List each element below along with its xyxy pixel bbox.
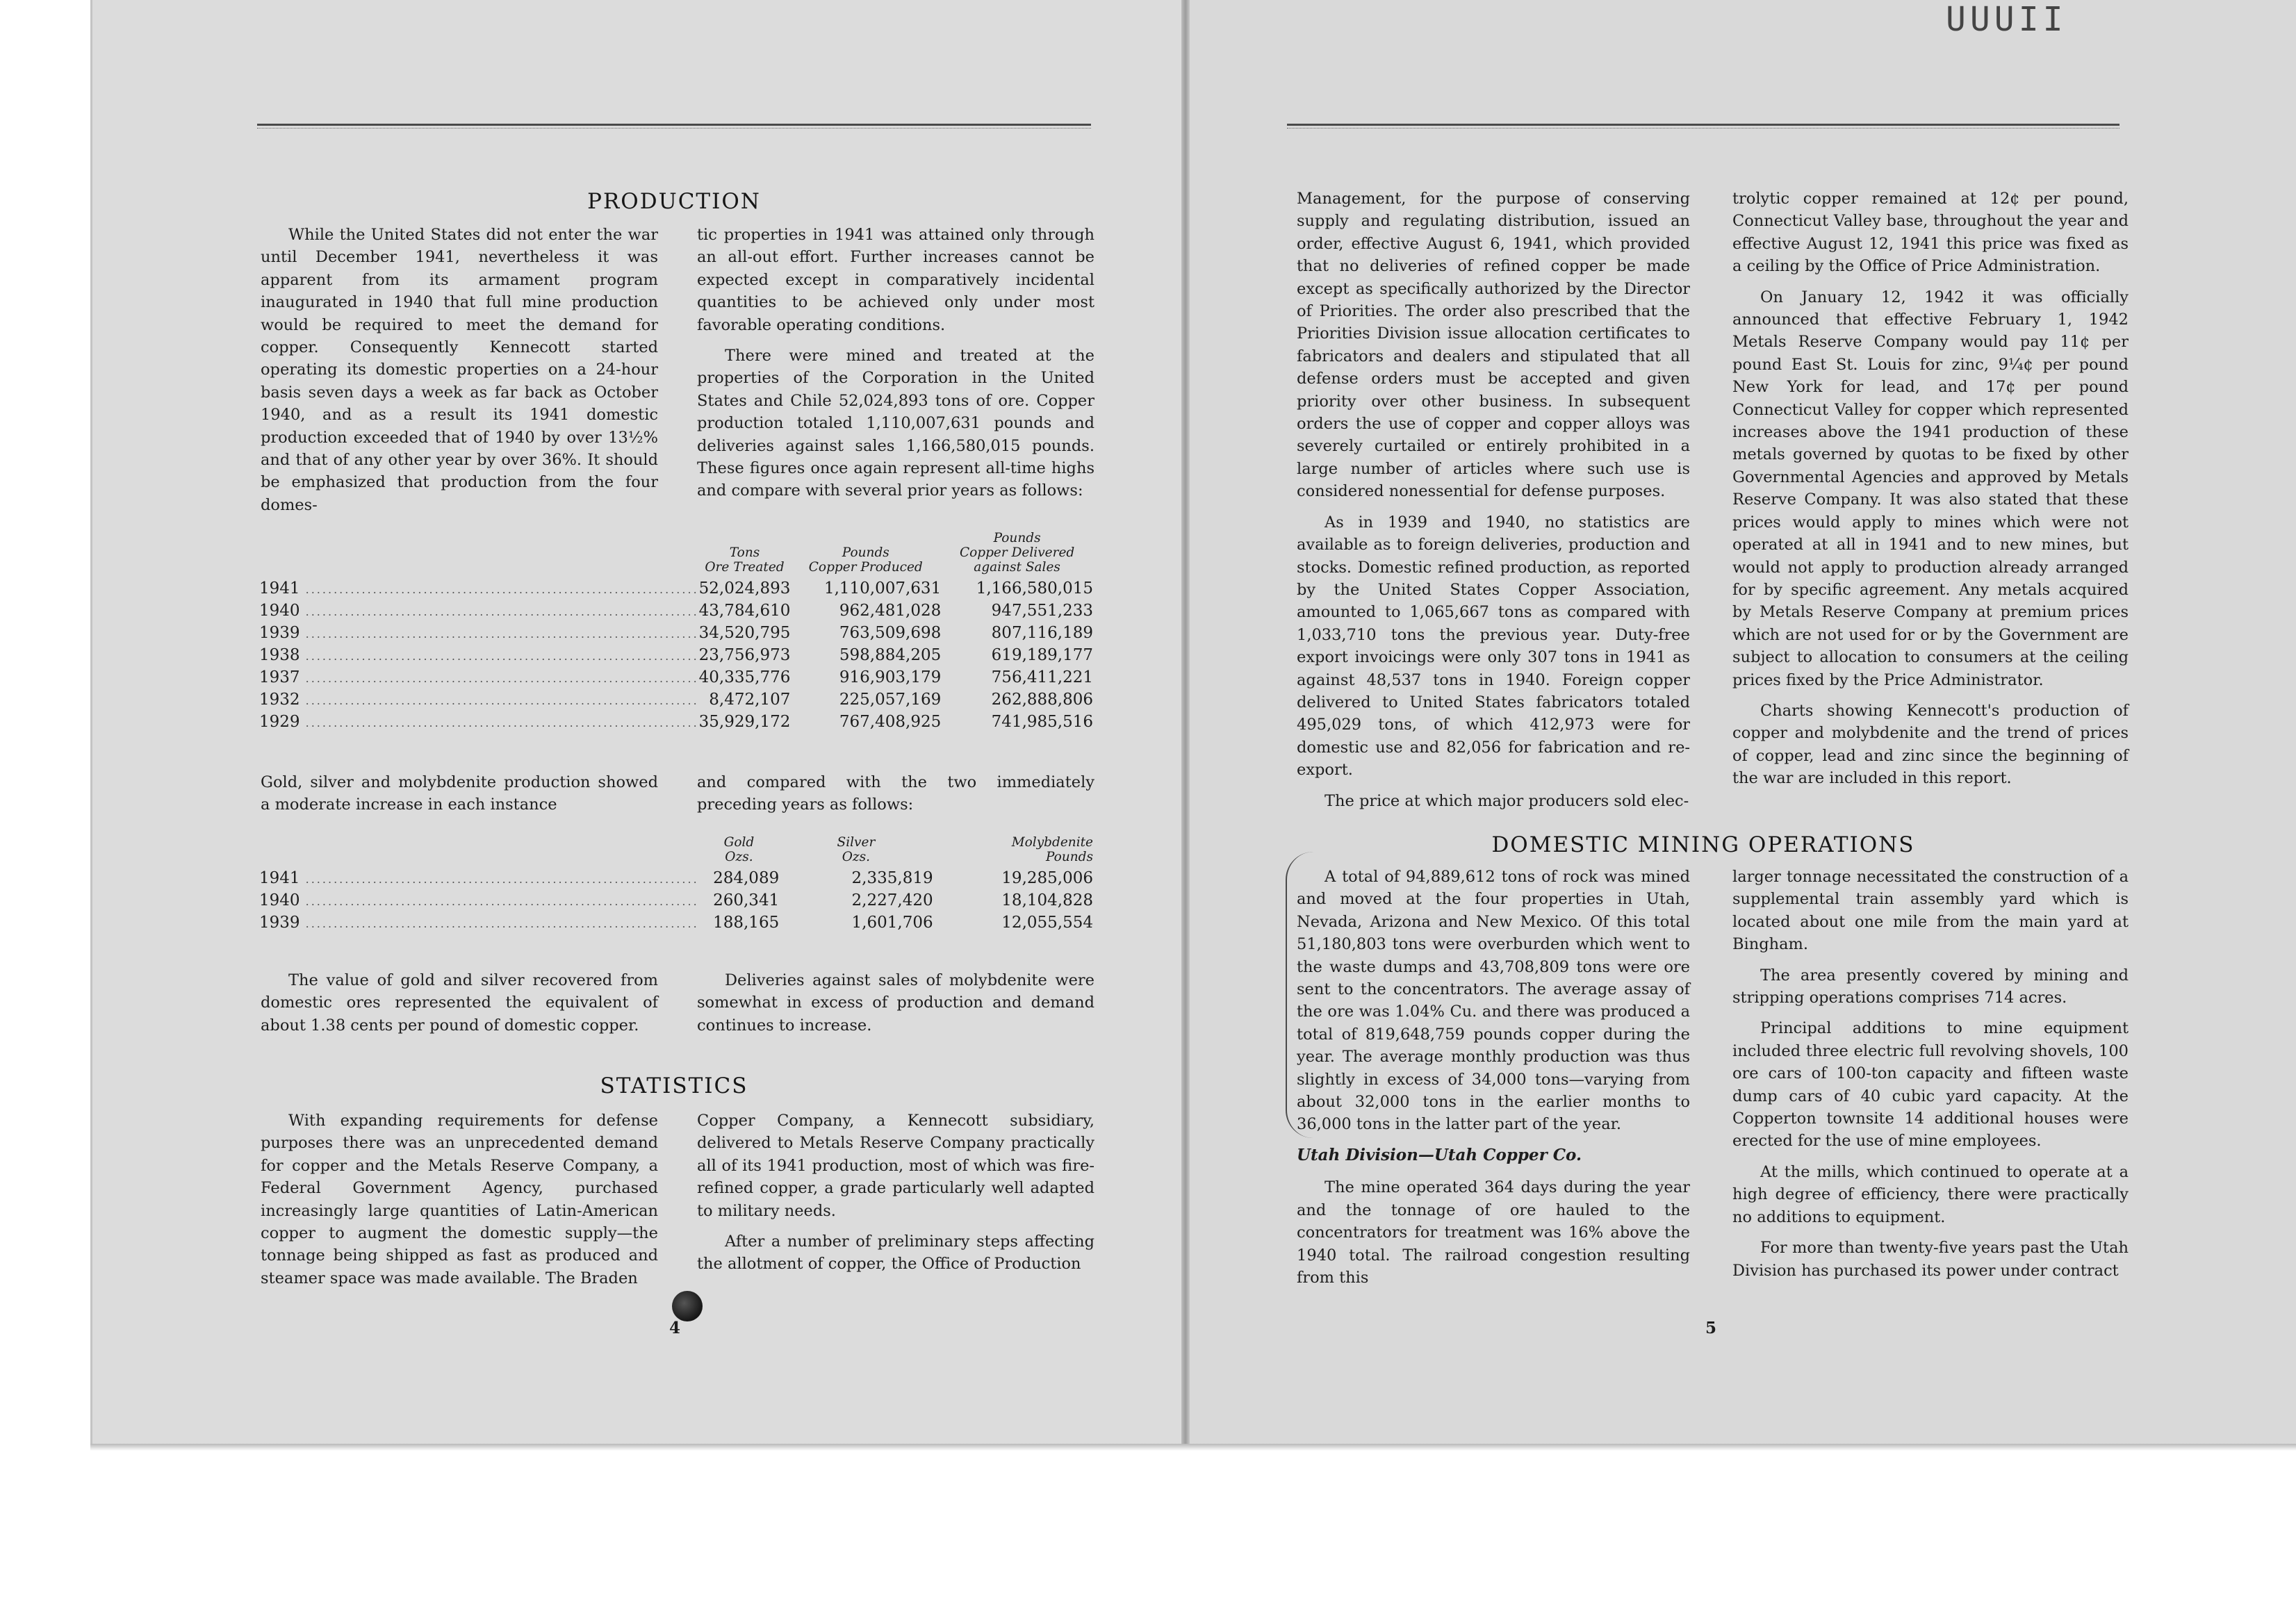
row-year-label: 1939: [259, 624, 300, 642]
row-year: [259, 577, 699, 600]
gold-para-left-text: Gold, silver and molybdenite production showed a moderate increase in each instance: [261, 773, 658, 814]
value-para-left: [261, 969, 658, 1045]
right-col1-para-3: The price at which major producers sold elec-: [1325, 791, 1689, 810]
value-para-right-text: Deliveries against sales of molybdenite were somewhat in excess of production and demand continues to increase.: [697, 971, 1094, 1035]
statistics-col-1: [261, 1110, 658, 1298]
row-year: [259, 666, 699, 689]
binding-hole: [672, 1291, 703, 1321]
cell-ore: 8,472,107: [709, 691, 791, 709]
metals-table: [259, 835, 1093, 934]
row-year-label: 1929: [259, 713, 300, 731]
cell-delivered: 947,551,233: [991, 602, 1093, 620]
cell-moly: 12,055,554: [1001, 914, 1093, 932]
cell-delivered: 807,116,189: [991, 624, 1093, 642]
gold-para-right: [697, 771, 1094, 825]
cell-produced: 225,057,169: [839, 691, 942, 709]
row-year: [259, 912, 699, 934]
cell-ore: 23,756,973: [698, 646, 791, 664]
row-year: [259, 600, 699, 622]
leader-dots: ......................................................................: [300, 917, 699, 930]
table-row: [259, 600, 1093, 622]
row-year-label: 1940: [259, 891, 300, 909]
right-col1-para-2: As in 1939 and 1940, no statistics are available as to foreign deliveries, production and stocks. Domestic refined production, as reported by the United States Copper Association, amounted to 1,065,667 tons as compared with 1,033,710 tons the previous year. Duty-free export invoicings were only 307 tons in 1941 as against 48,537 tons in 1940. Foreign copper delivered to United States fabricators totaled 495,029 tons, of which 412,973 were for domestic use and 82,056 for fabrication and re-export.: [1297, 513, 1690, 780]
leader-dots: ......................................................................: [300, 873, 699, 886]
table-row: [259, 644, 1093, 666]
production-col-2: [697, 224, 1094, 511]
col-header-gold: Gold Ozs.: [723, 835, 755, 864]
cell-produced: 962,481,028: [839, 602, 942, 620]
domestic-col-1: [1297, 866, 1690, 1297]
left-top-rule: [257, 124, 1091, 126]
domestic-col-2: [1732, 866, 2129, 1290]
domestic-col2-para-2: The area presently covered by mining and stripping operations comprises 714 acres.: [1732, 966, 2129, 1007]
cell-delivered: 262,888,806: [991, 691, 1093, 709]
right-col-2: [1732, 188, 2129, 798]
cell-moly: 18,104,828: [1001, 891, 1093, 909]
right-col2-para-3: Charts showing Kennecott's production of copper and molybdenite and the trend of prices of copper, lead and zinc since the beginning of the war are included in this report.: [1732, 701, 2129, 788]
right-top-rule: [1287, 124, 2119, 126]
cell-ore: 40,335,776: [698, 668, 791, 686]
right-col2-para-2: On January 12, 1942 it was officially announced that effective February 1, 1942 Metals Reserve Company would pay 11¢ per pound East St. Louis for zinc, 9¼¢ per pound New York for lead, and 17¢ per pound Connecticut Valley for copper which represented increases above the 1941 production of these metals governed by quotas to be fixed by other Governmental Agencies and approved by Metals Reserve Company. It was also stated that these prices would apply to mines which were not operated at all in 1941 and to new mines, but would not apply to production already arranged for by specific agreement. Any metals acquired by Metals Reserve Company at premium prices which are not used for or by the Government are subject to allocation to consumers at the ceiling prices fixed by the Price Administrator.: [1732, 288, 2129, 689]
value-para-left-text: The value of gold and silver recovered from domestic ores represented the equivalent of about 1.38 cents per pound of domestic copper.: [261, 971, 658, 1035]
row-year: [259, 689, 699, 711]
cell-produced: 1,110,007,631: [823, 579, 942, 598]
cell-produced: 767,408,925: [839, 713, 942, 731]
domestic-col2-para-5: For more than twenty-five years past the Utah Division has purchased its power under contract: [1732, 1239, 2129, 1280]
cell-delivered: 741,985,516: [991, 713, 1093, 731]
production-col1-para: While the United States did not enter the war until December 1941, nevertheless it was apparent from its armament program inaugurated in 1940 that full mine production would be required to meet the demand for copper. Consequently Kennecott started operating its domestic properties on a 24-hour basis seven days a week as far back as October 1940, and as a result its 1941 domestic production exceeded that of 1940 by over 13½% and that of any other year by over 36%. It should be emphasized that production from the four domes-: [261, 226, 658, 514]
statistics-col2-para-2: After a number of preliminary steps affecting the allotment of copper, the Office of Production: [697, 1233, 1094, 1274]
table-row: [259, 889, 1093, 912]
utah-division-heading: Utah Division—Utah Copper Co.: [1297, 1145, 1582, 1164]
cell-gold: 188,165: [713, 914, 780, 932]
leader-dots: ......................................................................: [300, 605, 699, 618]
leader-dots: ......................................................................: [300, 694, 699, 707]
col-header-ore: Tons Ore Treated: [705, 545, 785, 575]
cell-ore: 52,024,893: [698, 579, 791, 598]
right-page-number: 5: [1705, 1319, 1717, 1337]
production-col-1: [261, 224, 658, 525]
cell-silver: 1,601,706: [851, 914, 933, 932]
statistics-heading: STATISTICS: [600, 1073, 748, 1098]
statistics-col2-para-1: Copper Company, a Kennecott subsidiary, delivered to Metals Reserve Company practically all of its 1941 production, most of which was fire-refined copper, a grade particularly well adapted to military needs.: [697, 1112, 1094, 1220]
row-year-label: 1938: [259, 646, 300, 664]
table-row: [259, 666, 1093, 689]
leader-dots: ......................................................................: [300, 672, 699, 685]
table-row: [259, 867, 1093, 889]
col-header-silver: Silver Ozs.: [837, 835, 876, 864]
col-header-moly: Molybdenite Pounds: [1011, 835, 1093, 864]
cell-produced: 916,903,179: [839, 668, 942, 686]
leader-dots: ......................................................................: [300, 583, 699, 596]
cell-silver: 2,227,420: [851, 891, 933, 909]
domestic-col1-para-1: A total of 94,889,612 tons of rock was mined and moved at the four properties in Utah, Nevada, Arizona and New Mexico. Of this total 51,180,803 tons were overburden which went to the waste dumps and 43,708,809 tons were ore sent to the concentrators. The average assay of the ore was 1.04% Cu. and there was produced a total of 819,648,759 pounds copper during the year. The average monthly production was thus slightly in excess of 34,000 tons—varying from about 32,000 tons in the earlier months to 36,000 tons in the latter part of the year.: [1297, 868, 1690, 1134]
table-row: [259, 622, 1093, 644]
domestic-col1-para-2: The mine operated 364 days during the year and the tonnage of ore hauled to the concentrators for treatment was 16% above the 1940 total. The railroad congestion resulting from this: [1297, 1178, 1690, 1287]
metals-table-header: [259, 835, 1093, 867]
table-row: [259, 912, 1093, 934]
cell-produced: 763,509,698: [839, 624, 942, 642]
row-year: [259, 644, 699, 666]
domestic-col2-para-1: larger tonnage necessitated the construction of a supplemental train assembly yard which is located about one mile from the main yard at Bingham.: [1732, 868, 2129, 954]
statistics-col1-text: With expanding requirements for defense purposes there was an unprecedented demand for copper and the Metals Reserve Company, a Federal Government Agency, purchased increasingly large quantities of Latin-American copper to augment the domestic supply—the tonnage being shipped as fast as produced and steamer space was made available. The Braden: [261, 1112, 658, 1287]
right-col-1: [1297, 188, 1690, 821]
row-year: [259, 711, 699, 733]
row-year-label: 1937: [259, 668, 300, 686]
cell-ore: 43,784,610: [698, 602, 791, 620]
leader-dots: ......................................................................: [300, 895, 699, 908]
row-year-label: 1941: [259, 579, 300, 598]
gold-para-right-text: and compared with the two immediately preceding years as follows:: [697, 773, 1094, 814]
table-row: [259, 577, 1093, 600]
cell-produced: 598,884,205: [839, 646, 942, 664]
cell-gold: 260,341: [713, 891, 780, 909]
page-bottom-shadow: [90, 1444, 2296, 1451]
table-row: [259, 689, 1093, 711]
right-col1-para-1: Management, for the purpose of conserving supply and regulating distribution, issued an order, effective August 6, 1941, which provided that no deliveries of refined copper be made except as specifically authorized by the Director of Priorities. The order also prescribed that the Priorities Division issue allocation certificates to fabricators and dealers and stipulated that all defense orders must be accepted and given priority over other business. In subsequent orders the use of copper and copper alloys was severely curtailed or entirely prohibited in a large number of articles where such use is considered nonessential for defense purposes.: [1297, 190, 1690, 501]
cell-ore: 35,929,172: [698, 713, 791, 731]
cell-delivered: 619,189,177: [991, 646, 1093, 664]
statistics-col-2: [697, 1110, 1094, 1284]
gold-para-left: [261, 771, 658, 825]
row-year: [259, 867, 699, 889]
row-year: [259, 889, 699, 912]
leader-dots: ......................................................................: [300, 650, 699, 663]
domestic-col2-para-3: Principal additions to mine equipment included three electric full revolving shovels, 100 ore cars of 100-ton capacity and fifteen waste dump cars of 40 cubic yard capacity. At the Copperton townsite 14 additional houses were erected for the use of mine employees.: [1732, 1019, 2129, 1151]
right-col2-para-1: trolytic copper remained at 12¢ per pound, Connecticut Valley base, throughout the year and effective August 12, 1941 this price was fixed as a ceiling by the Office of Price Administration.: [1732, 190, 2129, 276]
domestic-col2-para-4: At the mills, which continued to operate at a high degree of efficiency, there were practically no additions to equipment.: [1732, 1162, 2129, 1226]
row-year-label: 1940: [259, 602, 300, 620]
cell-ore: 34,520,795: [698, 624, 791, 642]
cell-silver: 2,335,819: [851, 869, 933, 887]
production-table: [259, 531, 1093, 733]
col-header-delivered: Pounds Copper Delivered against Sales: [959, 531, 1075, 575]
left-page-number: 4: [669, 1319, 681, 1337]
table-row: [259, 711, 1093, 733]
production-col2-para-1: tic properties in 1941 was attained only through an all-out effort. Further increases cannot be expected except in comparatively incidental quantities to be achieved only under most favorable operating conditions.: [697, 226, 1094, 334]
row-year-label: 1939: [259, 914, 300, 932]
cell-delivered: 756,411,221: [991, 668, 1093, 686]
domestic-mining-heading: DOMESTIC MINING OPERATIONS: [1491, 832, 1915, 857]
leader-dots: ......................................................................: [300, 716, 699, 730]
production-heading: PRODUCTION: [587, 189, 761, 214]
cell-moly: 19,285,006: [1001, 869, 1093, 887]
col-header-produced: Pounds Copper Produced: [808, 545, 923, 575]
row-year-label: 1932: [259, 691, 300, 709]
production-table-header: [259, 531, 1093, 577]
row-year: [259, 622, 699, 644]
cell-gold: 284,089: [713, 869, 780, 887]
value-para-right: [697, 969, 1094, 1045]
production-col2-para-2: There were mined and treated at the properties of the Corporation in the United States and Chile 52,024,893 tons of ore. Copper production totaled 1,110,007,631 pounds and deliveries against sales 1,166,580,015 pounds. These figures once again represent all-time highs and compare with several prior years as follows:: [697, 347, 1094, 500]
row-year-label: 1941: [259, 869, 300, 887]
page-stamp: UUUII: [1946, 0, 2067, 39]
book-gutter: [1181, 0, 1190, 1449]
cell-delivered: 1,166,580,015: [976, 579, 1093, 598]
leader-dots: ......................................................................: [300, 627, 699, 641]
